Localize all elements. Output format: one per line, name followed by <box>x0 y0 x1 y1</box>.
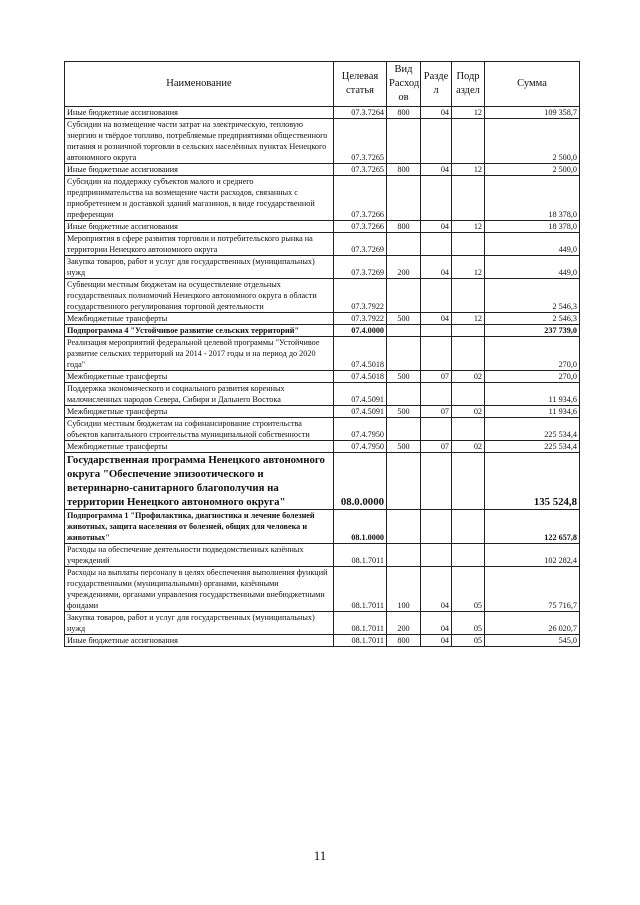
row-section: 07 <box>421 371 452 383</box>
row-section <box>421 510 452 544</box>
row-subsection <box>452 233 485 256</box>
row-name: Иные бюджетные ассигнования <box>65 107 334 119</box>
row-sum: 270,0 <box>485 371 580 383</box>
row-code: 07.4.7950 <box>334 418 387 441</box>
row-subsection: 05 <box>452 635 485 647</box>
row-sum: 545,0 <box>485 635 580 647</box>
row-expense-type <box>387 325 421 337</box>
table-row <box>65 256 580 279</box>
row-code: 07.4.7950 <box>334 441 387 453</box>
table-row <box>65 406 580 418</box>
row-name: Иные бюджетные ассигнования <box>65 164 334 176</box>
row-name: Подпрограмма 1 "Профилактика, диагностика и лечение болезней животных, защита населения от болезней, общих для человека и животных" <box>65 510 334 544</box>
row-sum: 449,0 <box>485 256 580 279</box>
table-row <box>65 233 580 256</box>
row-expense-type <box>387 119 421 164</box>
row-expense-type: 500 <box>387 441 421 453</box>
row-name: Субсидии на поддержку субъектов малого и среднего предпринимательства на возмещение части расходов, связанных с приобретением и доставкой зданий магазинов, в виде государственной преференции <box>65 176 334 221</box>
header-section: Разде л <box>421 62 452 107</box>
row-sum: 18 378,0 <box>485 221 580 233</box>
row-expense-type <box>387 383 421 406</box>
row-sum: 2 546,3 <box>485 313 580 325</box>
scan-artifact: · <box>93 8 95 14</box>
row-section <box>421 418 452 441</box>
row-section: 07 <box>421 406 452 418</box>
row-name: Иные бюджетные ассигнования <box>65 221 334 233</box>
row-sum: 109 358,7 <box>485 107 580 119</box>
header-subsection: Подр аздел <box>452 62 485 107</box>
table-row <box>65 119 580 164</box>
row-subsection: 12 <box>452 107 485 119</box>
row-name: Государственная программа Ненецкого автономного округа "Обеспечение эпизоотического и ветеринарно-санитарного благополучия на территории Ненецкого автономного округа" <box>65 453 334 510</box>
row-expense-type <box>387 337 421 371</box>
row-expense-type <box>387 233 421 256</box>
row-expense-type <box>387 453 421 510</box>
row-subsection <box>452 119 485 164</box>
row-sum: 225 534,4 <box>485 418 580 441</box>
row-name: Межбюджетные трансферты <box>65 441 334 453</box>
header-target-article: Целевая статья <box>334 62 387 107</box>
table-row <box>65 176 580 221</box>
row-expense-type: 500 <box>387 406 421 418</box>
row-code: 08.1.7011 <box>334 635 387 647</box>
row-section <box>421 279 452 313</box>
row-name: Межбюджетные трансферты <box>65 313 334 325</box>
row-name: Расходы на выплаты персоналу в целях обеспечения выполнения функций государственными (муниципальными) органами, казёнными учреждениями, органами управления государственными внебюджетными фондами <box>65 567 334 612</box>
row-code: 08.1.7011 <box>334 544 387 567</box>
row-code: 08.0.0000 <box>334 453 387 510</box>
table-row-subprogram <box>65 510 580 544</box>
row-section: 04 <box>421 612 452 635</box>
table-row <box>65 383 580 406</box>
row-code: 07.3.7265 <box>334 119 387 164</box>
row-section: 04 <box>421 221 452 233</box>
row-code: 07.3.7265 <box>334 164 387 176</box>
table-row <box>65 635 580 647</box>
row-code: 07.3.7269 <box>334 233 387 256</box>
row-section <box>421 119 452 164</box>
row-subsection <box>452 418 485 441</box>
row-code: 07.3.7922 <box>334 313 387 325</box>
row-name: Межбюджетные трансферты <box>65 371 334 383</box>
row-sum: 18 378,0 <box>485 176 580 221</box>
row-expense-type: 100 <box>387 567 421 612</box>
table-row <box>65 221 580 233</box>
row-subsection <box>452 279 485 313</box>
table-row-program <box>65 453 580 510</box>
row-subsection: 02 <box>452 406 485 418</box>
row-section: 04 <box>421 313 452 325</box>
row-section <box>421 337 452 371</box>
row-section <box>421 544 452 567</box>
row-code: 07.3.7266 <box>334 221 387 233</box>
row-code: 07.3.7266 <box>334 176 387 221</box>
row-sum: 225 534,4 <box>485 441 580 453</box>
table-row <box>65 313 580 325</box>
row-code: 07.4.5091 <box>334 406 387 418</box>
row-section: 04 <box>421 107 452 119</box>
row-name: Реализация мероприятий федеральной целевой программы "Устойчивое развитие сельских территорий на 2014 - 2017 годы и на период до 2020 года" <box>65 337 334 371</box>
row-name: Субсидии на возмещение части затрат на электрическую, тепловую энергию и твёрдое топливо, потребляемые предприятиями общественного питания и розничной торговли в сельских населённых пунктах Ненецкого автономного округа <box>65 119 334 164</box>
row-subsection <box>452 383 485 406</box>
row-subsection <box>452 453 485 510</box>
row-code: 08.1.7011 <box>334 567 387 612</box>
row-subsection: 12 <box>452 164 485 176</box>
row-expense-type <box>387 510 421 544</box>
table-row <box>65 371 580 383</box>
row-sum: 270,0 <box>485 337 580 371</box>
row-sum: 2 500,0 <box>485 164 580 176</box>
row-section: 04 <box>421 164 452 176</box>
row-name: Расходы на обеспечение деятельности подведомственных казённых учреждений <box>65 544 334 567</box>
row-code: 07.4.5018 <box>334 337 387 371</box>
row-sum: 75 716,7 <box>485 567 580 612</box>
row-section: 04 <box>421 635 452 647</box>
table-row <box>65 279 580 313</box>
row-code: 07.3.7922 <box>334 279 387 313</box>
row-sum: 26 020,7 <box>485 612 580 635</box>
row-expense-type <box>387 279 421 313</box>
row-section <box>421 453 452 510</box>
row-name: Закупка товаров, работ и услуг для государственных (муниципальных) нужд <box>65 612 334 635</box>
row-code: 07.3.7269 <box>334 256 387 279</box>
row-code: 08.1.0000 <box>334 510 387 544</box>
row-section <box>421 176 452 221</box>
table-row <box>65 164 580 176</box>
scan-artifact: · <box>93 16 95 22</box>
table-row <box>65 418 580 441</box>
table-row <box>65 441 580 453</box>
row-subsection: 02 <box>452 371 485 383</box>
row-name: Межбюджетные трансферты <box>65 406 334 418</box>
row-code: 07.4.5018 <box>334 371 387 383</box>
row-subsection: 12 <box>452 256 485 279</box>
table-row <box>65 337 580 371</box>
row-expense-type: 500 <box>387 313 421 325</box>
row-subsection: 05 <box>452 567 485 612</box>
row-subsection <box>452 337 485 371</box>
row-subsection <box>452 325 485 337</box>
row-sum: 2 546,3 <box>485 279 580 313</box>
row-section <box>421 233 452 256</box>
budget-table <box>64 61 580 647</box>
page-number: 11 <box>313 848 327 863</box>
table-row <box>65 567 580 612</box>
row-name: Субвенции местным бюджетам на осуществление отдельных государственных полномочий Ненецкого автономного округа в области государственного регулирования торговой деятельности <box>65 279 334 313</box>
row-sum: 11 934,6 <box>485 383 580 406</box>
row-name: Иные бюджетные ассигнования <box>65 635 334 647</box>
row-section: 04 <box>421 256 452 279</box>
row-section: 04 <box>421 567 452 612</box>
header-name: Наименование <box>65 62 334 107</box>
row-expense-type: 800 <box>387 164 421 176</box>
row-subsection: 12 <box>452 313 485 325</box>
table-row <box>65 612 580 635</box>
row-expense-type <box>387 418 421 441</box>
row-subsection: 02 <box>452 441 485 453</box>
header-sum: Сумма <box>485 62 580 107</box>
row-expense-type: 200 <box>387 612 421 635</box>
row-sum: 102 282,4 <box>485 544 580 567</box>
row-code: 08.1.7011 <box>334 612 387 635</box>
row-section <box>421 325 452 337</box>
row-subsection <box>452 544 485 567</box>
header-expense-type: Вид Расход ов <box>387 62 421 107</box>
row-section <box>421 383 452 406</box>
row-sum: 122 657,8 <box>485 510 580 544</box>
table-row-subprogram <box>65 325 580 337</box>
row-expense-type: 800 <box>387 221 421 233</box>
table-row <box>65 544 580 567</box>
row-name: Закупка товаров, работ и услуг для государственных (муниципальных) нужд <box>65 256 334 279</box>
table-header-row <box>65 62 580 107</box>
row-expense-type: 500 <box>387 371 421 383</box>
row-section: 07 <box>421 441 452 453</box>
row-subsection <box>452 176 485 221</box>
table-row <box>65 107 580 119</box>
row-sum: 11 934,6 <box>485 406 580 418</box>
row-expense-type: 800 <box>387 107 421 119</box>
row-name: Субсидии местным бюджетам на софинансирование строительства объектов капитального строительства муниципальной собственности <box>65 418 334 441</box>
row-expense-type: 200 <box>387 256 421 279</box>
row-name: Поддержка экономического и социального развития коренных малочисленных народов Севера, Сибири и Дальнего Востока <box>65 383 334 406</box>
row-code: 07.3.7264 <box>334 107 387 119</box>
row-subsection <box>452 510 485 544</box>
row-name: Подпрограмма 4 "Устойчивое развитие сельских территорий" <box>65 325 334 337</box>
row-code: 07.4.0000 <box>334 325 387 337</box>
row-subsection: 05 <box>452 612 485 635</box>
row-name: Мероприятия в сфере развития торговли и потребительского рынка на территории Ненецкого автономного округа <box>65 233 334 256</box>
row-code: 07.4.5091 <box>334 383 387 406</box>
row-sum: 449,0 <box>485 233 580 256</box>
row-subsection: 12 <box>452 221 485 233</box>
row-expense-type <box>387 544 421 567</box>
row-expense-type: 800 <box>387 635 421 647</box>
row-sum: 2 500,0 <box>485 119 580 164</box>
row-sum: 237 739,0 <box>485 325 580 337</box>
row-expense-type <box>387 176 421 221</box>
row-sum: 135 524,8 <box>485 453 580 510</box>
